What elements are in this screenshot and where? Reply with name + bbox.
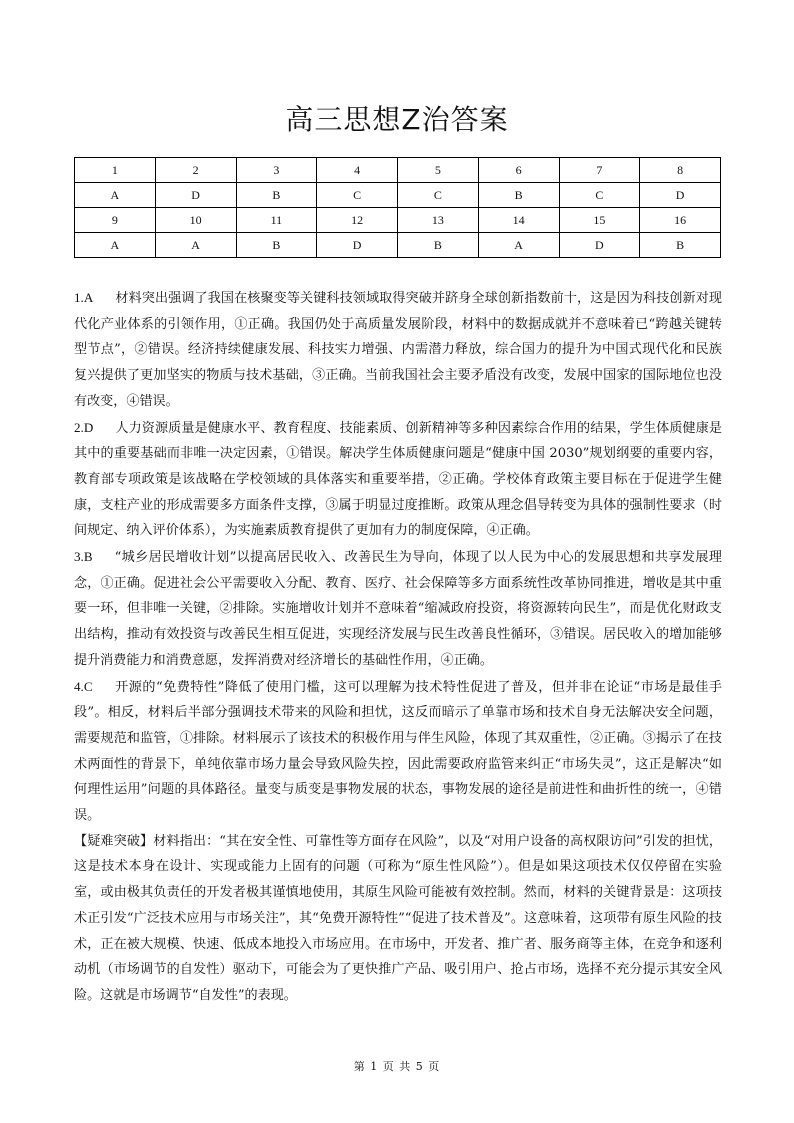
explanation-1 [74, 285, 722, 415]
table-cell: 1 [75, 158, 156, 183]
table-cell: 12 [317, 208, 398, 233]
table-cell: B [398, 233, 479, 258]
table-cell: 15 [559, 208, 640, 233]
table-cell: 5 [398, 158, 479, 183]
table-row [75, 183, 721, 208]
table-cell: B [478, 183, 559, 208]
explanation-2 [74, 415, 722, 545]
explanation-number: 2.D [74, 419, 94, 435]
explanation-4 [74, 674, 722, 829]
explanation-text: “城乡居民增收计划”以提高居民收入、改善民生为导向，体现了以人民为中心的发展思想和共享发展理念，①正确。促进社会公平需要收入分配、教育、医疗、社会保障等多方面系统性改革协同推进，增收是其中重要一环，但非唯一关键，②排除。实施增收计划并不意味着“缩减政府投资，将资源转向民生”，而是优化财政支出结构，推动有效投资与改善民生相互促进，实现经济发展与民生改善良性循环，③错误。居民收入的增加能够提升消费能力和消费意愿，发挥消费对经济增长的基础性作用，④正确。 [74, 550, 722, 668]
table-cell: 11 [236, 208, 317, 233]
table-cell: 13 [398, 208, 479, 233]
page-footer: 第 1 页 共 5 页 [353, 1060, 441, 1073]
table-cell: A [478, 233, 559, 258]
table-cell: 9 [75, 208, 156, 233]
table-cell: A [75, 233, 156, 258]
table-cell: B [640, 233, 721, 258]
table-cell: B [236, 233, 317, 258]
explanations [74, 285, 722, 1009]
table-cell: 6 [478, 158, 559, 183]
table-cell: 4 [317, 158, 398, 183]
table-row [75, 233, 721, 258]
table-cell: 10 [155, 208, 236, 233]
table-cell: 8 [640, 158, 721, 183]
explanation-number: 3.B [74, 549, 93, 565]
explanation-number: 4.C [74, 678, 93, 694]
table-row [75, 158, 721, 183]
table-cell: 14 [478, 208, 559, 233]
table-row [75, 208, 721, 233]
table-cell: C [398, 183, 479, 208]
explanation-text: 【疑难突破】材料指出：“其在安全性、可靠性等方面存在风险”，以及“对用户设备的高权限访问”引发的担忧，这是技术本身在设计、实现或能力上固有的问题（可称为“原生性风险”）。但是如果这项技术仅仅停留在实验室，或由极其负责任的开发者极其谨慎地使用，其原生风险可能被有效控制。然而，材料的关键背景是：这项技术正引发“广泛技术应用与市场关注”，其“免费开源特性”“促进了技术普及”。这意味着，这项带有原生风险的技术，正在被大规模、快速、低成本地投入市场应用。在市场中，开发者、推广者、服务商等主体，在竞争和逐利动机（市场调节的自发性）驱动下，可能会为了更快推广产品、吸引用户、抢占市场，选择不充分提示其安全风险。这就是市场调节“自发性”的表现。 [74, 833, 722, 1003]
explanation-3 [74, 544, 722, 674]
table-cell: A [155, 233, 236, 258]
table-cell: 3 [236, 158, 317, 183]
table-cell: D [155, 183, 236, 208]
table-cell: D [640, 183, 721, 208]
explanation-number: 1.A [74, 290, 94, 305]
table-cell: A [75, 183, 156, 208]
difficulty-breakthrough [74, 829, 722, 1009]
page-title: 高三思想Z治答案 [285, 103, 509, 136]
explanation-text: 材料突出强调了我国在核聚变等关键科技领域取得突破并跻身全球创新指数前十，这是因为科技创新对现代化产业体系的引领作用，①正确。我国仍处于高质量发展阶段，材料中的数据成就并不意味着已“跨越关键转型节点”，②错误。经济持续健康发展、科技实力增强、内需潜力释放，综合国力的提升为中国式现代化和民族复兴提供了更加坚实的物质与技术基础，③正确。当前我国社会主要矛盾没有改变，发展中国家的国际地位也没有改变，④错误。 [74, 291, 722, 409]
answer-table [74, 157, 721, 258]
explanation-text: 开源的“免费特性”降低了使用门槛，这可以理解为技术特性促进了普及，但并非在论证“市场是最佳手段”。相反，材料后半部分强调技术带来的风险和担忧，这反而暗示了单靠市场和技术自身无法解决安全问题，需要规范和监管，①排除。材料展示了该技术的积极作用与伴生风险，体现了其双重性，②正确。③揭示了在技术两面性的背景下，单纯依靠市场力量会导致风险失控，因此需要政府监管来纠正“市场失灵”，这正是解决“如何理性运用”问题的具体路径。量变与质变是事物发展的状态，事物发展的途径是前进性和曲折性的统一，④错误。 [74, 679, 722, 824]
table-cell: D [559, 233, 640, 258]
table-cell: B [236, 183, 317, 208]
table-cell: C [559, 183, 640, 208]
table-cell: C [317, 183, 398, 208]
table-cell: 7 [559, 158, 640, 183]
table-cell: D [317, 233, 398, 258]
table-cell: 16 [640, 208, 721, 233]
explanation-text: 人力资源质量是健康水平、教育程度、技能素质、创新精神等多种因素综合作用的结果，学生体质健康是其中的重要基础而非唯一决定因素，①错误。解决学生体质健康问题是“健康中国 2030”规划纲要的重要内容，教育部专项政策是该战略在学校领域的具体落实和重要举措，②正确。学校体育政策主要目标在于促进学生健康，支柱产业的形成需要多方面条件支撑，③属于明显过度推断。政策从理念倡导转变为具体的强制性要求（时间规定、纳入评价体系），为实施素质教育提供了更加有力的制度保障，④正确。 [74, 420, 722, 539]
table-cell: 2 [155, 158, 236, 183]
